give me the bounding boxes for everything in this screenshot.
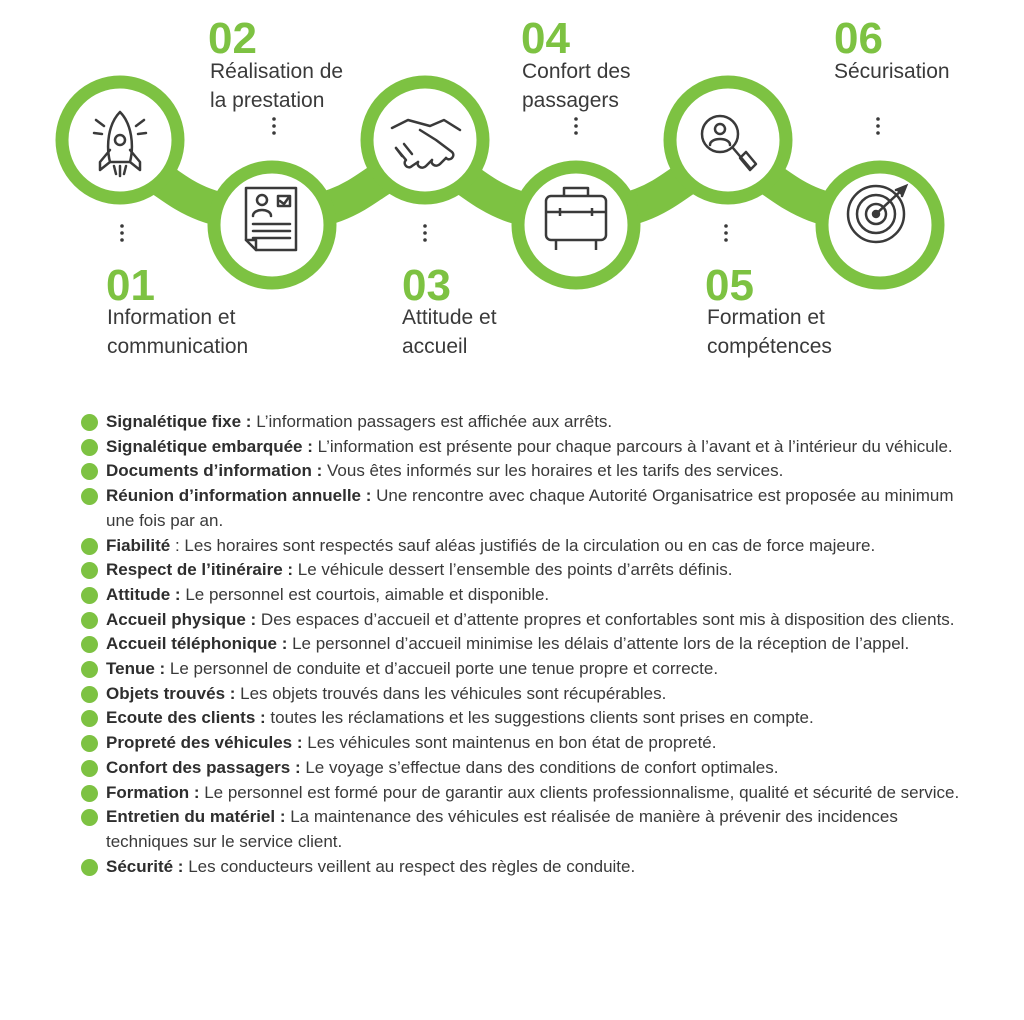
criterion-term: Tenue :: [106, 659, 166, 679]
criterion-term: Confort des passagers :: [106, 757, 301, 777]
step-label-line: compétences: [707, 335, 832, 358]
bullet-icon: [81, 710, 98, 727]
bullet-icon: [81, 636, 98, 653]
step-circle-03: [367, 82, 483, 198]
list-item: [80, 534, 980, 559]
list-item: [80, 731, 980, 756]
bullet-icon: [81, 612, 98, 629]
criterion-text: Le personnel de conduite et d’accueil porte une tenue propre et correcte.: [165, 659, 719, 679]
criterion-text: Les conducteurs veillent au respect des règles de conduite.: [183, 856, 636, 876]
criterion-term: Respect de l’itinéraire :: [106, 560, 294, 580]
criterion-text: Le personnel d’accueil minimise les délais d’attente lors de la réception de l’appel.: [287, 634, 910, 654]
step-number-05: 05: [705, 261, 754, 310]
criterion-text: La maintenance des véhicules est réalisée de manière à prévenir des incidences techniques sur le service client.: [106, 807, 898, 851]
list-item: [80, 756, 980, 781]
criterion-term: Documents d’information :: [106, 461, 323, 481]
criterion-text: Les véhicules sont maintenus en bon état de propreté.: [302, 733, 717, 753]
step-number-06: 06: [834, 14, 883, 63]
step-label-line: Sécurisation: [834, 60, 950, 83]
list-item: [80, 608, 980, 633]
criterion-text: : Les horaires sont respectés sauf aléas justifiés de la circulation ou en cas de force majeure.: [170, 535, 876, 555]
criterion-term: Propreté des véhicules :: [106, 733, 303, 753]
step-circle-05: [670, 82, 786, 198]
list-item: [80, 855, 980, 880]
criterion-term: Attitude :: [106, 584, 181, 604]
list-item: [80, 781, 980, 806]
list-item: [80, 435, 980, 460]
step-circle-04: [518, 167, 634, 283]
criterion-term: Objets trouvés :: [106, 683, 236, 703]
step-number-03: 03: [402, 261, 451, 310]
step-label-01: [107, 303, 248, 361]
criterion-text: Le personnel est formé pour de garantir aux clients professionnalisme, qualité et sécurité de service.: [199, 782, 960, 802]
bullet-icon: [81, 785, 98, 802]
criterion-text: toutes les réclamations et les suggestions clients sont prises en compte.: [265, 708, 814, 728]
bullet-icon: [81, 661, 98, 678]
criterion-term: Réunion d’information annuelle :: [106, 486, 372, 506]
step-label-06: [834, 57, 950, 86]
bullet-icon: [81, 439, 98, 456]
step-circle-06: [822, 167, 938, 283]
criterion-text: Des espaces d’accueil et d’attente propres et confortables sont mis à disposition des clients.: [256, 609, 955, 629]
list-item: [80, 805, 980, 854]
process-diagram: [0, 0, 1024, 380]
step-label-02: [210, 57, 343, 115]
bullet-icon: [81, 414, 98, 431]
list-item: [80, 410, 980, 435]
criterion-text: L’information est présente pour chaque parcours à l’avant et à l’intérieur du véhicule.: [312, 436, 953, 456]
bullet-icon: [81, 686, 98, 703]
list-item: [80, 459, 980, 484]
bullet-icon: [81, 538, 98, 555]
bullet-icon: [81, 760, 98, 777]
step-circle-01: [62, 82, 178, 198]
bullet-icon: [81, 859, 98, 876]
step-label-03: [402, 303, 497, 361]
criterion-text: Le personnel est courtois, aimable et disponible.: [180, 584, 550, 604]
bullet-icon: [81, 562, 98, 579]
list-item: [80, 657, 980, 682]
list-item: [80, 632, 980, 657]
list-item: [80, 706, 980, 731]
criterion-term: Fiabilité: [106, 535, 171, 555]
criteria-list: [80, 410, 980, 879]
list-item: [80, 682, 980, 707]
step-number-01: 01: [106, 261, 155, 310]
bullet-icon: [81, 587, 98, 604]
criterion-text: Le voyage s’effectue dans des conditions de confort optimales.: [300, 757, 779, 777]
step-label-04: [522, 57, 631, 115]
criterion-text: Le véhicule dessert l’ensemble des points d’arrêts définis.: [293, 560, 733, 580]
step-label-line: la prestation: [210, 89, 325, 112]
criterion-text: Vous êtes informés sur les horaires et les tarifs des services.: [322, 461, 784, 481]
bullet-icon: [81, 735, 98, 752]
step-label-line: Formation et: [707, 306, 825, 329]
criterion-text: Les objets trouvés dans les véhicules sont récupérables.: [235, 683, 667, 703]
step-number-02: 02: [208, 14, 257, 63]
list-item: [80, 583, 980, 608]
list-item: [80, 558, 980, 583]
criterion-term: Sécurité :: [106, 856, 184, 876]
bullet-icon: [81, 809, 98, 826]
step-number-04: 04: [521, 14, 570, 63]
step-circle-02: [214, 167, 330, 283]
list-item: [80, 484, 980, 533]
step-label-line: Confort des: [522, 60, 631, 83]
criterion-term: Accueil physique :: [106, 609, 257, 629]
criterion-text: L’information passagers est affichée aux arrêts.: [251, 412, 613, 431]
step-label-05: [707, 303, 832, 361]
criterion-term: Signalétique embarquée :: [106, 436, 313, 456]
bullet-icon: [81, 463, 98, 480]
step-label-line: Réalisation de: [210, 60, 344, 83]
criterion-term: Entretien du matériel :: [106, 807, 286, 827]
step-label-line: Information et: [107, 306, 236, 329]
bullet-icon: [81, 488, 98, 505]
criterion-term: Ecoute des clients :: [106, 708, 266, 728]
step-label-line: Attitude et: [402, 306, 497, 329]
criterion-text: Une rencontre avec chaque Autorité Organisatrice est proposée au minimum une fois par an.: [106, 486, 954, 530]
step-label-line: passagers: [522, 89, 619, 112]
step-label-line: communication: [107, 335, 249, 358]
criterion-term: Accueil téléphonique :: [106, 634, 288, 654]
criterion-term: Formation :: [106, 782, 200, 802]
step-label-line: accueil: [402, 335, 468, 358]
criterion-term: Signalétique fixe :: [106, 412, 252, 431]
